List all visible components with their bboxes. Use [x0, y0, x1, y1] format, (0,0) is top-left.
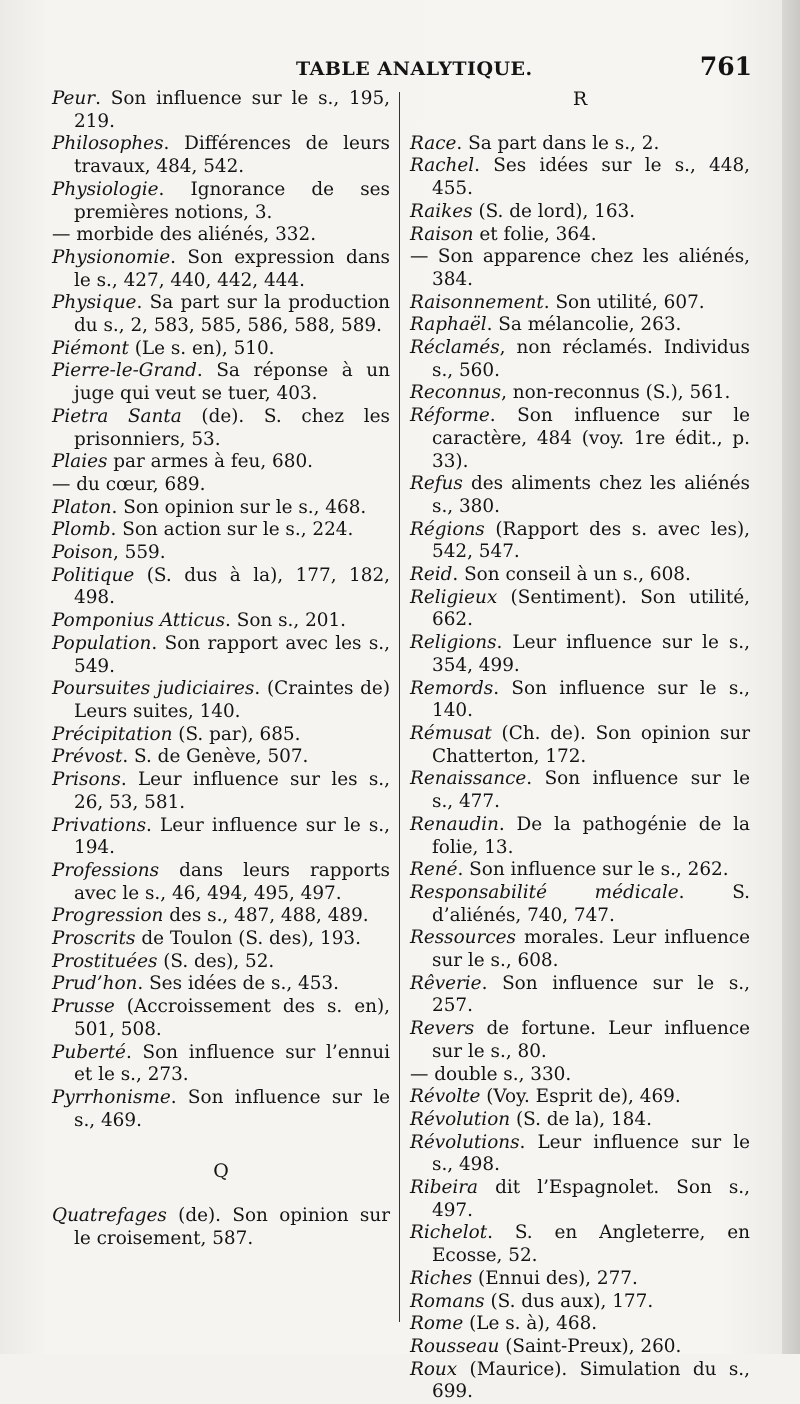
entry-term: Plomb [52, 519, 111, 541]
running-title: TABLE ANALYTIQUE. [296, 58, 533, 80]
entry-term: Privations [52, 814, 147, 836]
entry-text: . Son influence sur l’ennui et le s., 273. [74, 1041, 390, 1086]
entry-term: Physionomie [52, 246, 171, 268]
entry-text: de Toulon (S. des), 193. [135, 928, 361, 950]
entry-term: Physiologie [52, 178, 159, 200]
index-entry [52, 542, 390, 565]
entry-text: (S. dus aux), 177. [484, 1290, 654, 1312]
index-entry [52, 633, 390, 678]
section-letter-q: Q [213, 1160, 229, 1183]
entry-term: Professions [52, 859, 160, 881]
index-entry [410, 927, 750, 972]
entry-text: (Le s. en), 510. [128, 337, 275, 359]
entry-term: Précipitation [52, 723, 173, 745]
entry-text: . (Craintes de) Leurs suites, 140. [74, 678, 390, 722]
index-entry [52, 565, 390, 610]
entry-text: des aliments chez les aliénés s., 380. [432, 473, 750, 517]
index-entry [410, 1313, 750, 1336]
entry-term: Piémont [52, 337, 129, 359]
entry-term: Prusse [52, 996, 115, 1018]
index-entry [410, 382, 750, 405]
index-entry [52, 360, 390, 405]
entry-text: . Différences de leurs travaux, 484, 542. [74, 133, 390, 178]
index-entry [52, 406, 390, 451]
index-entry [410, 246, 750, 291]
entry-term: Prostituées [52, 950, 158, 972]
entry-term: Raison [410, 223, 474, 245]
index-entry [410, 519, 750, 564]
entry-term: Poursuites judiciaires [52, 678, 255, 700]
entry-text: (S. par), 685. [172, 723, 301, 745]
index-entry [52, 610, 390, 633]
entry-text: . Son opinion sur le s., 468. [111, 496, 367, 518]
entry-text: (S. dus à la), 177, 182, 498. [74, 564, 390, 609]
entry-text: (Saint-Preux), 260. [499, 1335, 682, 1357]
index-entry [410, 1268, 750, 1291]
entry-term: Revers [410, 1018, 475, 1040]
index-entry [52, 905, 390, 928]
entry-term: Réforme [410, 405, 490, 427]
entry-text: — double s., 330. [410, 1063, 572, 1085]
entry-term: Remords [410, 677, 494, 699]
entry-term: Révolution [410, 1108, 511, 1130]
index-entry [52, 1087, 390, 1132]
entry-term: Renaudin [410, 813, 499, 835]
entry-term: Puberté [52, 1041, 126, 1063]
entry-term: Race [410, 132, 457, 154]
index-entry [410, 882, 750, 927]
page-header [0, 52, 800, 82]
entry-term: Responsabilité médicale [410, 881, 679, 903]
index-entry [52, 860, 390, 905]
index-entry [410, 292, 750, 315]
index-entry [52, 724, 390, 747]
entry-term: Réclamés [410, 337, 500, 359]
index-entry [410, 973, 750, 1018]
index-entry [52, 996, 390, 1041]
entry-text: (S. de lord), 163. [472, 200, 636, 222]
index-entry [52, 338, 390, 361]
entry-term: Refus [410, 473, 463, 495]
entry-text: . Sa part sur la production du s., 2, 583, 585, 586, 588, 589. [74, 292, 390, 337]
index-entry [52, 519, 390, 542]
entry-text: (Le s. à), 468. [463, 1313, 598, 1335]
index-entry [410, 814, 750, 859]
entry-text: . Son conseil à un s., 608. [452, 564, 691, 586]
index-entry [410, 1132, 750, 1177]
entry-term: Prud’hon [52, 973, 138, 995]
index-entry [410, 1359, 750, 1404]
index-entry [410, 564, 750, 587]
entry-text: morales. Leur influence sur le s., 608. [432, 927, 750, 972]
entry-text: (Accroissement des s. en), 501, 508. [74, 996, 390, 1040]
entry-term: Rachel [410, 155, 475, 177]
entry-term: Raphaël [410, 314, 487, 336]
column-divider [399, 92, 400, 1322]
index-entry [52, 133, 390, 178]
entry-text: . Son influence sur le s., 477. [432, 768, 750, 813]
index-entry [410, 859, 750, 882]
index-entry [410, 337, 750, 382]
entry-term: Proscrits [52, 928, 136, 950]
page-number: 761 [699, 52, 752, 81]
entry-text: et folie, 364. [473, 223, 597, 245]
left-column [52, 88, 390, 1250]
index-entry [410, 1018, 750, 1063]
entry-text: des s., 487, 488, 489. [163, 905, 369, 927]
entry-text: . De la pathogénie de la folie, 13. [432, 813, 750, 858]
entry-text: . Sa part dans le s., 2. [456, 132, 660, 154]
index-entry [52, 224, 390, 247]
entry-text: . Son action sur le s., 224. [110, 519, 354, 541]
entry-text: par armes à feu, 680. [107, 451, 314, 473]
entry-term: Population [52, 632, 152, 654]
entry-text: (S. de la), 184. [510, 1108, 652, 1130]
entry-text: (Voy. Esprit de), 469. [480, 1086, 681, 1108]
entry-term: Peur [52, 88, 96, 109]
index-entry [410, 1336, 750, 1359]
entry-term: René [410, 859, 458, 881]
entry-text: (S. des), 52. [157, 950, 275, 972]
index-entry [410, 587, 750, 632]
entry-text: dans leurs rapports avec le s., 46, 494, 495, 497. [74, 859, 390, 904]
index-entry [410, 1064, 750, 1087]
entry-term: Rémusat [410, 722, 492, 744]
entry-text: . Ses idées sur le s., 448, 455. [432, 155, 750, 200]
index-entry [52, 88, 390, 133]
index-entry [410, 678, 750, 723]
entry-text: . Ses idées de s., 453. [137, 973, 339, 995]
index-entry [410, 473, 750, 518]
entry-term: Religions [410, 632, 497, 654]
entry-text: . Leur influence sur les s., 26, 53, 581. [74, 769, 390, 813]
index-entry [410, 1177, 750, 1222]
index-entry [410, 1086, 750, 1109]
entry-text: . Son influence sur le s., 257. [432, 972, 750, 1017]
index-entry [410, 1291, 750, 1314]
entry-term: Poison [52, 542, 113, 564]
index-entry [410, 768, 750, 813]
page-edge [782, 0, 800, 1354]
index-entry [410, 133, 750, 156]
entry-text: . S. en Angleterre, en Ecosse, 52. [432, 1222, 750, 1267]
index-entry [410, 723, 750, 768]
index-entry [52, 451, 390, 474]
entry-text: . Leur influence sur le s., 498. [432, 1131, 750, 1176]
index-entry [52, 1205, 390, 1250]
index-entry [52, 928, 390, 951]
entry-text: . Son influence sur le s., 469. [74, 1086, 390, 1131]
entry-term: Raikes [410, 200, 473, 222]
entry-text: (Maurice). Simulation du s., 699. [432, 1358, 750, 1403]
entry-term: Rousseau [410, 1335, 500, 1357]
index-entry [52, 973, 390, 996]
entry-term: Révolutions [410, 1131, 520, 1153]
entry-term: Rêverie [410, 972, 482, 994]
index-entry [52, 769, 390, 814]
entry-term: Progression [52, 905, 164, 927]
entry-text: — Son apparence chez les aliénés, 384. [410, 246, 750, 290]
entry-text: (Ch. de). Son opinion sur Chatterton, 172. [432, 722, 750, 767]
index-entry [410, 155, 750, 200]
entry-text: (Rapport des s. avec les), 542, 547. [432, 518, 750, 563]
entry-text: — du cœur, 689. [52, 473, 206, 495]
entry-term: Régions [410, 518, 485, 540]
entry-term: Plaies [52, 451, 108, 473]
entry-text: . Son influence sur le s., 262. [457, 859, 729, 881]
entry-text: . Son s., 201. [225, 610, 347, 632]
index-entry [410, 1222, 750, 1267]
entry-term: Politique [52, 564, 135, 586]
entry-text: de fortune. Leur influence sur le s., 80. [432, 1018, 750, 1062]
entry-term: Platon [52, 496, 112, 518]
entry-text: . Ignorance de ses premières notions, 3. [74, 178, 390, 223]
index-entry [52, 497, 390, 520]
index-entry [52, 292, 390, 337]
index-entry [52, 179, 390, 224]
entry-text: — morbide des aliénés, 332. [52, 224, 317, 246]
entry-term: Pierre-le-Grand [52, 360, 197, 382]
entry-text: . Son influence sur le s., 195, 219. [74, 88, 390, 132]
entry-term: Renaissance [410, 768, 527, 790]
index-entry [410, 405, 750, 473]
entry-term: Raisonnement [410, 291, 544, 313]
entry-term: Révolte [410, 1086, 481, 1108]
index-entry [410, 1109, 750, 1132]
entry-term: Pomponius Atticus [52, 610, 226, 632]
index-entry [410, 224, 750, 247]
entry-term: Roux [410, 1358, 458, 1380]
index-entry [410, 201, 750, 224]
entry-term: Richelot [410, 1222, 488, 1244]
entry-text: , non réclamés. Individus s., 560. [432, 337, 750, 381]
index-entry [52, 815, 390, 860]
entry-term: Riches [410, 1267, 473, 1289]
entry-text: . Son rapport avec les s., 549. [74, 632, 390, 677]
entry-term: Religieux [410, 586, 498, 608]
entry-term: Physique [52, 292, 137, 314]
entry-text: . Sa mélancolie, 263. [486, 314, 682, 336]
entry-term: Pietra Santa [52, 405, 182, 427]
entry-term: Ressources [410, 927, 516, 949]
index-entry [52, 474, 390, 497]
entry-text: . Son influence sur le caractère, 484 (voy. 1re édit., p. 33). [432, 405, 750, 472]
entry-term: Prisons [52, 769, 121, 791]
entry-text: (Sentiment). Son utilité, 662. [432, 586, 750, 631]
index-entry [410, 314, 750, 337]
index-entry [52, 247, 390, 292]
right-column [410, 88, 750, 1404]
entry-term: Reconnus [410, 382, 502, 404]
entry-text: . S. d’aliénés, 740, 747. [432, 881, 750, 926]
entry-term: Reid [410, 564, 453, 586]
entry-term: Pyrrhonisme [52, 1086, 171, 1108]
entry-text: , 559. [112, 542, 166, 564]
entry-term: Philosophes [52, 133, 164, 155]
index-entry [52, 951, 390, 974]
entry-text: dit l’Espagnolet. Son s., 497. [432, 1177, 750, 1221]
entry-text: (de). S. chez les prisonniers, 53. [74, 405, 390, 450]
entry-term: Romans [410, 1290, 485, 1312]
index-entry [52, 1042, 390, 1087]
entry-text: (Ennui des), 277. [472, 1267, 638, 1289]
entry-text: . Son utilité, 607. [543, 291, 705, 313]
entry-term: Rome [410, 1313, 464, 1335]
entry-text: , non-reconnus (S.), 561. [501, 382, 731, 404]
entry-text: . Leur influence sur le s., 354, 499. [432, 632, 750, 676]
entry-text: . Son influence sur le s., 140. [432, 677, 750, 722]
section-letter-r: R [572, 88, 588, 110]
entry-text: . Sa réponse à un juge qui veut se tuer, 403. [74, 360, 390, 405]
entry-term: Prévost [52, 746, 123, 768]
entry-text: . Son expression dans le s., 427, 440, 442, 444. [74, 246, 390, 291]
entry-term: Quatrefages [52, 1205, 167, 1227]
index-entry [52, 746, 390, 769]
entry-text: . Leur influence sur le s., 194. [74, 814, 390, 859]
index-entry [410, 632, 750, 677]
entry-term: Ribeira [410, 1177, 479, 1199]
entry-text: . S. de Genève, 507. [122, 746, 309, 768]
entry-text: (de). Son opinion sur le croisement, 587. [74, 1205, 390, 1249]
index-entry [52, 678, 390, 723]
